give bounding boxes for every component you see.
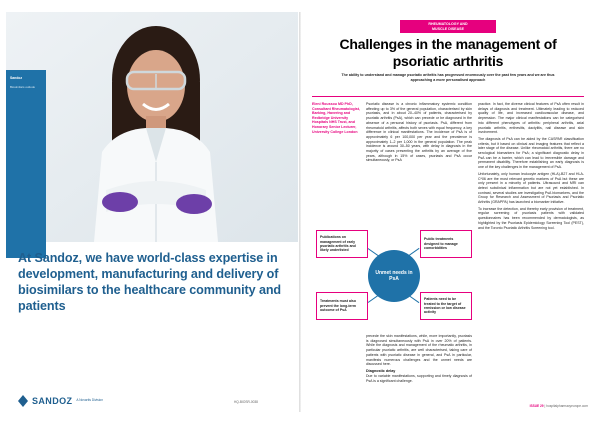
diagram-box-top-right: Public treatments designed to manage comorbidities [420,230,472,258]
advert-headline: At Sandoz, we have world-class expertise in development, manufacturing and delivery of biosimilars to the healthcare community and patients [18,251,282,313]
unmet-needs-diagram [312,220,476,330]
article-page [302,12,594,412]
sandoz-logo [18,393,138,409]
article-title: Challenges in the management of psoriatic arthritis [339,36,557,69]
footer-website[interactable]: hospitalpharmacyeurope.com [546,404,588,408]
logo-division: A Novartis Division [76,398,103,403]
subheading-diagnostic-delay: Diagnostic delay [366,368,396,373]
paragraph: The diagnosis of PsA can be aided by the CASPAR classification criteria, but it based on clinical and imaging features that reflect a later stage of the disease. Unlike rheumatoid arthritis, there are no serological biomarkers for PsA; a significant diagnostic delay in PsA can be a barrier, which can lead to irreversible damage and permanent disability. Therefore establishing an early diagnosis is one of the key challenges in the management of PsA. [478,136,584,170]
paragraph: Psoriatic disease is a chronic inflammatory systemic condition affecting up to 3% of the general population, characterised by skin psoriasis, and in about 20–40% of patients, characterised by psoriatic arthritis (PsA), which can precede or be diagnosed in the absence of a personal history of psoriasis. PsA, different from rheumatoid arthritis, affects both sexes with equal frequency, a key difference in clinical manifestations. The incidence of PsA is of approximately 6 per 100,000 per year and the prevalence is approximately 1–2 per 1,000 in the general population. The peak incidence is around 30–50 years, with delay in diagnosis in the majority of cases presenting the arthritis by an average of five years, although in 15% of cases, psoriasis and PsA occur simultaneously, or PsA [366,102,472,163]
page-gutter [299,12,301,412]
paragraph: Due to variable manifestations, supporting and timely diagnosis of PsA is a significant challenge. [366,373,472,383]
footer-separator: | [544,404,547,408]
sandoz-logo-icon [18,395,28,407]
sidebar-title: Sandoz [10,76,23,80]
diagram-center-circle: Unmet needs in PsA [368,250,420,302]
author-byline: Eleni Roussou MD PhD, Consultant Rheumatologist, Barking, Havering and Redbridge University Hospitals NHS Trust, and Honorary Senior Lecturer, University College London [312,102,360,134]
article-column-right [478,102,584,406]
paragraph: Unfortunately, only human leukocyte antigen (HLA)-B27 and HLA-C*06 are the most relevant genetic markers of PsA but these are only present in a minority of patients. Ultrasound and MRI can detect subclinical inflammation but are not yet established. In contrast, several studies are investigating PsA biomarkers, and the Group for Research and Assessment of Psoriasis and Psoriatic Arthritis (GRAPPA) has launched a biomarker initiative. [478,171,584,205]
page-footer [422,404,588,408]
paragraph: practice. In fact, the diverse clinical features of PsA often result in delays of diagnosis and treatment. Ultimately leading to reduced quality of life, and increased cardiovascular disease, and depression. The major clinical manifestations can be categorised into different phenotypes of arthritis: peripheral arthritis, axial psoriatic arthritis, enthesitis, dactylitis, nail disease and skin involvement. [478,102,584,135]
diagram-box-bottom-left: Treatments must also prevent the long-term outcome of PsA [316,292,368,320]
rubric-line-2: MUSCLE DISEASE [432,26,464,31]
article-column-middle-top [366,102,472,214]
diagram-box-top-left: Publications on management of early psoriatic arthritis and likely underlisted [316,230,368,258]
section-rubric [400,20,496,33]
paragraph: To increase the detection, and thereby early provision of treatment, regular screening of psoriasis patients with validated questionnaires has been recommended by dermatologists, as highlighted by the Psoriasis Epidemiology Screening Tool (PEST), and the Toronto Psoriatic Arthritis Screening tool. [478,206,584,230]
article-standfirst: The ability to understand and manage psoriatic arthritis has progressed enormously over the past few years and we are thus approaching a more personalised approach [341,73,555,82]
advert-code: HQ-BIOSR-0038 [234,400,258,404]
footer-issue: ISSUE 29 [529,404,544,408]
diagram-box-bottom-right: Patients need to be treated to the target of remission or low disease activity [420,292,472,320]
sandoz-advert [6,12,298,412]
paragraph: precede the skin manifestations, while, more importantly, psoriasis is diagnosed simultaneously with PsA in over 20% of patients. While the diagnosis and management of the rheumatic arthritis, in particular psoriatic arthritis, are well characterised, taking care of patients with psoriatic disease in general, and PsA in particular, manifests numerous challenges and the unmet needs are discussed here. [366,334,472,367]
scientist-photo [6,12,298,242]
rubric-line-1: RHEUMATOLOGY AND [428,22,468,26]
article-column-middle-bottom [366,334,472,406]
advert-blue-sidebar [6,70,46,258]
sidebar-subtitle: Biosimilars outlook [10,85,36,89]
logo-wordmark: SANDOZ [32,396,73,406]
title-divider [312,96,584,97]
